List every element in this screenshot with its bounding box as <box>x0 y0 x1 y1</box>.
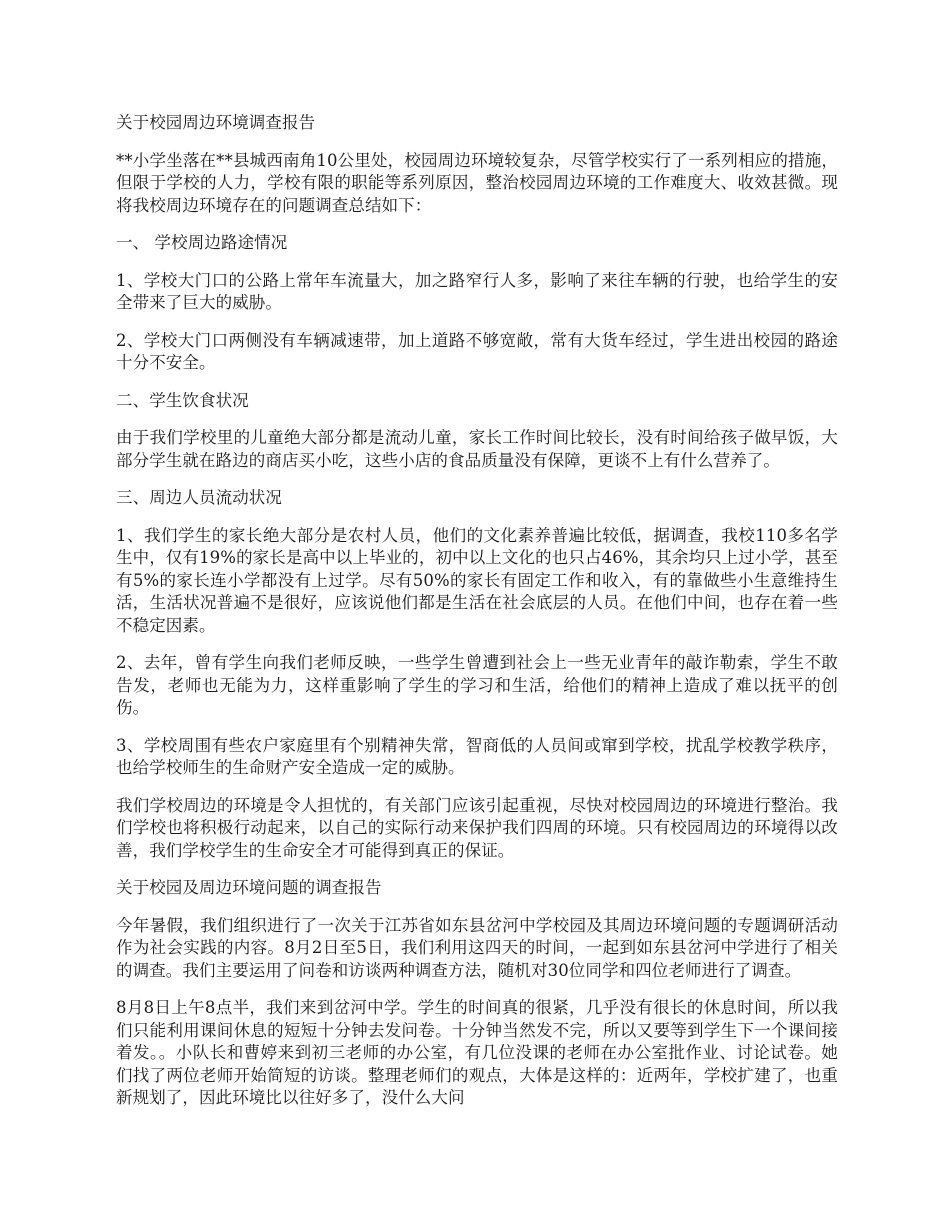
people-item-2: 2、去年，曾有学生向我们老师反映，一些学生曾遭到社会上一些无业青年的敲诈勒索，学生不敢告发，老师也无能为力，这样重影响了学生的学习和生活，给他们的精神上造成了难以抚平的创伤。 <box>116 653 838 717</box>
document-page <box>116 112 838 1125</box>
report-title: 关于校园周边环境调查报告 <box>116 113 316 132</box>
conclusion-paragraph: 我们学校周边的环境是令人担忧的，有关部门应该引起重视，尽快对校园周边的环境进行整治。我们学校也将积极行动起来，以自己的实际行动来保护我们四周的环境。只有校园周边的环境得以改善，我们学校学生的生命安全才可能得到真正的保证。 <box>116 795 838 860</box>
second-report-intro: 今年暑假，我们组织进行了一次关于江苏省如东县岔河中学校园及其周边环境问题的专题调研活动作为社会实践的内容。8月2日至5日，我们利用这四天的时间，一起到如东县岔河中学进行了相关的调查。我们主要运用了问卷和访谈两种调查方法，随机对30位同学和四位老师进行了调查。 <box>116 915 838 980</box>
people-item-1: 1、我们学生的家长绝大部分是农村人员，他们的文化素养普遍比较低，据调查，我校110多名学生中，仅有19%的家长是高中以上毕业的，初中以上文化的也只占46%，其余均只上过小学，甚至有5%的家长连小学都没有上过学。尽有50%的家长有固定工作和收入，有的靠做些小生意维持生活，生活状况普遍不是很好，应该说他们都是生活在社会底层的人员。在他们中间，也存在着一些不稳定因素。 <box>116 525 838 635</box>
second-report-title: 关于校园及周边环境问题的调查报告 <box>116 878 382 897</box>
intro-paragraph: **小学坐落在**县城西南角10公里处，校园周边环境较复杂，尽管学校实行了一系列相应的措施，但限于学校的人力，学校有限的职能等系列原因，整治校园周边环境的工作难度大、收效甚微。现将我校周边环境存在的问题调查总结如下： <box>116 150 838 215</box>
road-item-2: 2、学校大门口两侧没有车辆减速带，加上道路不够宽敞，常有大货车经过，学生进出校园的路途十分不安全。 <box>116 330 838 372</box>
section-heading-diet: 二、学生饮食状况 <box>116 390 249 410</box>
road-item-1: 1、学校大门口的公路上常年车流量大，加之路窄行人多，影响了来往车辆的行驶，也给学生的安全带来了巨大的威胁。 <box>116 270 838 312</box>
second-report-body: 8月8日上午8点半，我们来到岔河中学。学生的时间真的很紧，几乎没有很长的休息时间，所以我们只能利用课间休息的短短十分钟去发问卷。十分钟当然发不完，所以又要等到学生下一个课间接着发。。小队长和曹婷来到初三老师的办公室，有几位没课的老师在办公室批作业、讨论试卷。她们找了两位老师开始简短的访谈。整理老师们的观点，大体是这样的：近两年，学校扩建了，也重新规划了，因此环境比以往好多了，没什么大问 <box>116 998 838 1107</box>
people-item-3: 3、学校周围有些农户家庭里有个别精神失常，智商低的人员间或窜到学校，扰乱学校教学秩序，也给学校师生的生命财产安全造成一定的威胁。 <box>116 735 838 777</box>
diet-paragraph: 由于我们学校里的儿童绝大部分都是流动儿童，家长工作时间比较长，没有时间给孩子做早饭，大部分学生就在路边的商店买小吃，这些小店的食品质量没有保障，更谈不上有什么营养了。 <box>116 428 838 470</box>
section-heading-road: 一、 学校周边路途情况 <box>116 233 288 252</box>
section-heading-people: 三、周边人员流动状况 <box>116 488 282 507</box>
